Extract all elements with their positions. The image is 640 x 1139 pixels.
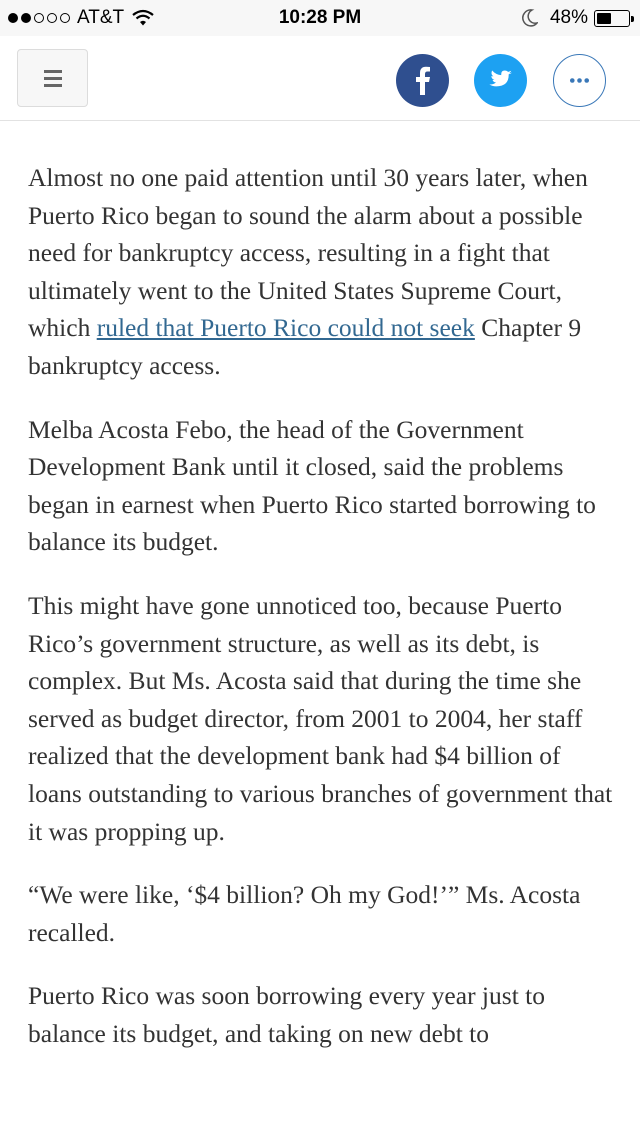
paragraph-text: Chapter 9 bankruptcy access. bbox=[28, 313, 582, 380]
supreme-court-ruling-link[interactable]: ruled that Puerto Rico could not seek bbox=[96, 313, 475, 343]
status-bar bbox=[0, 0, 640, 36]
share-twitter-button[interactable] bbox=[474, 54, 527, 107]
article-paragraph: This might have gone unnoticed too, because Puerto Rico’s government structure, as well as its debt, is complex. But Ms. Acosta said that during the time she served as budget director, from 2001 to 2004, her staff realized that the development bank had $4 billion of loans outstanding to various branches of government that it was propping up. bbox=[28, 590, 613, 846]
facebook-icon bbox=[396, 54, 449, 107]
battery-status bbox=[522, 7, 630, 29]
clock: 10:28 PM bbox=[278, 7, 362, 28]
article-paragraph: “We were like, ‘$4 billion? Oh my God!’” Ms. Acosta recalled. bbox=[28, 880, 581, 947]
more-share-options-button[interactable] bbox=[553, 54, 606, 107]
moon-icon bbox=[522, 9, 538, 27]
menu-button[interactable] bbox=[17, 49, 88, 107]
paragraph-text: Almost no one paid attention until 30 years later, when Puerto Rico began to sound the alarm about a possible need for bankruptcy access, resulting in a fight that ultimately went to the United States Supreme Court, which bbox=[28, 163, 588, 343]
article-paragraph: Melba Acosta Febo, the head of the Government Development Bank until it closed, said the problems began in earnest when Puerto Rico started borrowing to balance its budget. bbox=[28, 414, 596, 557]
battery-icon bbox=[594, 10, 630, 27]
carrier-name: AT&T bbox=[77, 7, 125, 28]
article-body bbox=[28, 159, 618, 1078]
article-toolbar bbox=[0, 36, 640, 121]
battery-percent: 48% bbox=[549, 7, 588, 28]
twitter-icon bbox=[474, 54, 527, 107]
article-paragraph bbox=[28, 159, 618, 385]
article-paragraph: Puerto Rico was soon borrowing every year just to balance its budget, and taking on new debt to bbox=[28, 981, 545, 1048]
share-facebook-button[interactable] bbox=[396, 54, 449, 107]
ellipsis-icon bbox=[554, 55, 605, 106]
